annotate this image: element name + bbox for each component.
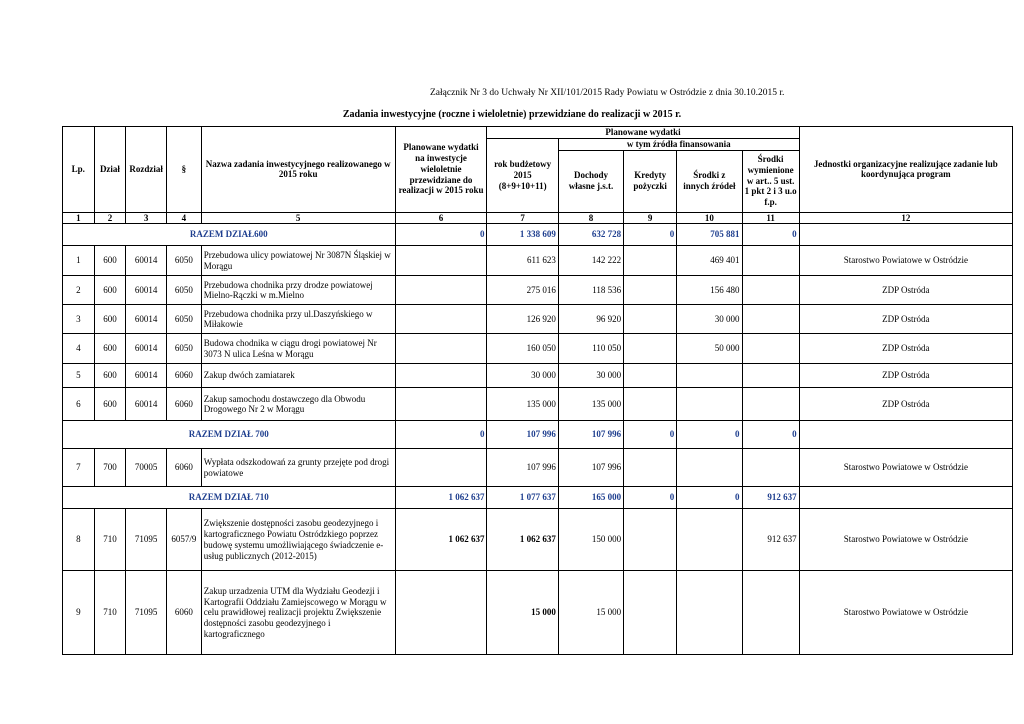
row-c11 xyxy=(742,571,799,655)
sum-c6: 1 062 637 xyxy=(395,487,487,509)
row-c10 xyxy=(677,571,742,655)
colnum: 11 xyxy=(742,212,799,224)
col-paragraf: § xyxy=(167,127,202,213)
row-c8: 15 000 xyxy=(558,571,623,655)
table-row xyxy=(63,388,1013,421)
row-lp: 3 xyxy=(63,305,95,334)
row-c10 xyxy=(677,509,742,571)
colnum: 12 xyxy=(799,212,1012,224)
row-dzial: 710 xyxy=(94,571,126,655)
row-c8: 142 222 xyxy=(558,246,623,276)
colnum: 2 xyxy=(94,212,126,224)
row-rozdzial: 60014 xyxy=(126,364,167,388)
row-c9 xyxy=(624,305,677,334)
row-c6 xyxy=(395,334,487,364)
row-c6 xyxy=(395,305,487,334)
row-c7: 30 000 xyxy=(487,364,558,388)
sum-c6: 0 xyxy=(395,224,487,246)
row-c9 xyxy=(624,364,677,388)
row-c6 xyxy=(395,388,487,421)
table-row xyxy=(63,276,1013,305)
row-c7: 126 920 xyxy=(487,305,558,334)
row-paragraf: 6057/9 xyxy=(167,509,202,571)
row-unit: Starostwo Powiatowe w Ostródzie xyxy=(799,571,1012,655)
row-name: Zakup dwóch zamiatarek xyxy=(201,364,395,388)
sum-c7: 1 077 637 xyxy=(487,487,558,509)
row-c7: 107 996 xyxy=(487,449,558,487)
row-c8: 135 000 xyxy=(558,388,623,421)
row-rozdzial: 60014 xyxy=(126,276,167,305)
row-c11 xyxy=(742,388,799,421)
sum-row-600 xyxy=(63,224,1013,246)
sum-c11: 0 xyxy=(742,421,799,449)
sum-c8: 165 000 xyxy=(558,487,623,509)
investment-table xyxy=(62,126,1013,655)
col-rozdzial: Rozdział xyxy=(126,127,167,213)
row-c7: 1 062 637 xyxy=(487,509,558,571)
col-rok-budzetowy: rok budżetowy 2015 (8+9+10+11) xyxy=(487,138,558,212)
table-row xyxy=(63,334,1013,364)
sum-c7: 107 996 xyxy=(487,421,558,449)
row-c6 xyxy=(395,449,487,487)
table-row xyxy=(63,449,1013,487)
row-c6 xyxy=(395,571,487,655)
row-unit: Starostwo Powiatowe w Ostródzie xyxy=(799,246,1012,276)
row-c11 xyxy=(742,276,799,305)
row-unit: Starostwo Powiatowe w Ostródzie xyxy=(799,509,1012,571)
sum-row-700 xyxy=(63,421,1013,449)
row-unit: ZDP Ostróda xyxy=(799,305,1012,334)
attachment-note: Załącznik Nr 3 do Uchwały Nr XII/101/2015 Rady Powiatu w Ostródzie z dnia 30.10.2015 r. xyxy=(430,88,785,98)
col-dzial: Dział xyxy=(94,127,126,213)
sum-c9: 0 xyxy=(624,487,677,509)
row-lp: 1 xyxy=(63,246,95,276)
row-c8: 30 000 xyxy=(558,364,623,388)
col-nazwa: Nazwa zadania inwestycyjnego realizowanego w 2015 roku xyxy=(201,127,395,213)
sum-c8: 107 996 xyxy=(558,421,623,449)
row-c7: 135 000 xyxy=(487,388,558,421)
row-lp: 8 xyxy=(63,509,95,571)
row-dzial: 600 xyxy=(94,388,126,421)
sum-c6: 0 xyxy=(395,421,487,449)
row-unit: ZDP Ostróda xyxy=(799,388,1012,421)
row-c11 xyxy=(742,246,799,276)
row-c9 xyxy=(624,449,677,487)
sum-empty xyxy=(799,421,1012,449)
row-rozdzial: 70005 xyxy=(126,449,167,487)
row-paragraf: 6060 xyxy=(167,449,202,487)
row-lp: 9 xyxy=(63,571,95,655)
colnum: 10 xyxy=(677,212,742,224)
row-name: Zakup samochodu dostawczego dla Obwodu Drogowego Nr 2 w Morągu xyxy=(201,388,395,421)
col-planowane-wydatki: Planowane wydatki xyxy=(487,127,799,139)
sum-c10: 705 881 xyxy=(677,224,742,246)
sum-c7: 1 338 609 xyxy=(487,224,558,246)
colnum: 6 xyxy=(395,212,487,224)
row-c10: 50 000 xyxy=(677,334,742,364)
row-c8: 150 000 xyxy=(558,509,623,571)
colnum: 8 xyxy=(558,212,623,224)
col-w-tym: w tym źródła finansowania xyxy=(558,138,799,150)
row-unit: ZDP Ostróda xyxy=(799,334,1012,364)
row-c6 xyxy=(395,246,487,276)
row-name: Zakup urzadzenia UTM dla Wydziału Geodezji i Kartografii Oddziału Zamiejscowego w Morągu w celu prawidłowej realizacji projektu Zwiększenie dostępności zasobu geodezyjnego i kartograficznego xyxy=(201,571,395,655)
row-c8: 118 536 xyxy=(558,276,623,305)
colnum: 9 xyxy=(624,212,677,224)
sum-c10: 0 xyxy=(677,487,742,509)
row-c10: 469 401 xyxy=(677,246,742,276)
row-c9 xyxy=(624,334,677,364)
row-dzial: 600 xyxy=(94,334,126,364)
row-dzial: 600 xyxy=(94,246,126,276)
row-c10 xyxy=(677,449,742,487)
document-title: Zadania inwestycyjne (roczne i wieloletnie) przewidziane do realizacji w 2015 r. xyxy=(342,109,682,120)
table-row xyxy=(63,246,1013,276)
row-paragraf: 6050 xyxy=(167,246,202,276)
row-dzial: 600 xyxy=(94,364,126,388)
row-c11 xyxy=(742,334,799,364)
row-unit: Starostwo Powiatowe w Ostródzie xyxy=(799,449,1012,487)
row-c7: 275 016 xyxy=(487,276,558,305)
row-c7: 611 623 xyxy=(487,246,558,276)
row-c8: 107 996 xyxy=(558,449,623,487)
row-paragraf: 6060 xyxy=(167,571,202,655)
row-c9 xyxy=(624,509,677,571)
row-unit: ZDP Ostróda xyxy=(799,276,1012,305)
col-planowane-inwestycje: Planowane wydatki na inwestycje wieloletnie przewidziane do realizacji w 2015 roku xyxy=(395,127,487,213)
row-c9 xyxy=(624,276,677,305)
row-rozdzial: 60014 xyxy=(126,388,167,421)
row-rozdzial: 71095 xyxy=(126,571,167,655)
colnum: 7 xyxy=(487,212,558,224)
row-rozdzial: 60014 xyxy=(126,305,167,334)
table-row xyxy=(63,571,1013,655)
sum-c8: 632 728 xyxy=(558,224,623,246)
row-name: Wypłata odszkodowań za grunty przejęte pod drogi powiatowe xyxy=(201,449,395,487)
col-dochody: Dochody własne j.s.t. xyxy=(558,150,623,212)
sum-label: RAZEM DZIAŁ600 xyxy=(63,224,396,246)
row-paragraf: 6050 xyxy=(167,276,202,305)
row-name: Budowa chodnika w ciągu drogi powiatowej Nr 3073 N ulica Leśna w Morągu xyxy=(201,334,395,364)
colnum: 1 xyxy=(63,212,95,224)
row-dzial: 600 xyxy=(94,276,126,305)
row-lp: 7 xyxy=(63,449,95,487)
row-name: Przebudowa chodnika przy ul.Daszyńskiego w Miłakowie xyxy=(201,305,395,334)
row-rozdzial: 60014 xyxy=(126,246,167,276)
sum-c11: 0 xyxy=(742,224,799,246)
row-c7: 15 000 xyxy=(487,571,558,655)
row-c9 xyxy=(624,571,677,655)
row-c6: 1 062 637 xyxy=(395,509,487,571)
sum-c11: 912 637 xyxy=(742,487,799,509)
row-c8: 110 050 xyxy=(558,334,623,364)
row-c9 xyxy=(624,388,677,421)
row-dzial: 600 xyxy=(94,305,126,334)
row-c11 xyxy=(742,449,799,487)
sum-label: RAZEM DZIAŁ 700 xyxy=(63,421,396,449)
sum-empty xyxy=(799,487,1012,509)
row-lp: 2 xyxy=(63,276,95,305)
row-name: Przebudowa chodnika przy drodze powiatowej Mielno-Rączki w m.Mielno xyxy=(201,276,395,305)
row-paragraf: 6060 xyxy=(167,388,202,421)
sum-c10: 0 xyxy=(677,421,742,449)
row-c11: 912 637 xyxy=(742,509,799,571)
column-number-row xyxy=(63,212,1013,224)
row-name: Przebudowa ulicy powiatowej Nr 3087N Śląskiej w Morągu xyxy=(201,246,395,276)
row-c11 xyxy=(742,305,799,334)
col-kredyty: Kredyty pożyczki xyxy=(624,150,677,212)
col-srodki-wymienione: Środki wymienione w art.. 5 ust. 1 pkt 2 i 3 u.o f.p. xyxy=(742,150,799,212)
table-row xyxy=(63,305,1013,334)
row-c11 xyxy=(742,364,799,388)
row-c6 xyxy=(395,276,487,305)
row-c10: 156 480 xyxy=(677,276,742,305)
row-name: Zwiększenie dostępności zasobu geodezyjnego i kartograficznego Powiatu Ostródzkiego poprzez budowę systemu umożliwiającego świadczenie e-usług publicznych (2012-2015) xyxy=(201,509,395,571)
row-c6 xyxy=(395,364,487,388)
row-c8: 96 920 xyxy=(558,305,623,334)
row-unit: ZDP Ostróda xyxy=(799,364,1012,388)
row-dzial: 700 xyxy=(94,449,126,487)
sum-empty xyxy=(799,224,1012,246)
row-rozdzial: 60014 xyxy=(126,334,167,364)
row-lp: 6 xyxy=(63,388,95,421)
sum-c9: 0 xyxy=(624,421,677,449)
row-c7: 160 050 xyxy=(487,334,558,364)
row-rozdzial: 71095 xyxy=(126,509,167,571)
sum-row-710 xyxy=(63,487,1013,509)
sum-c9: 0 xyxy=(624,224,677,246)
table-row xyxy=(63,364,1013,388)
row-paragraf: 6050 xyxy=(167,305,202,334)
row-c10: 30 000 xyxy=(677,305,742,334)
row-dzial: 710 xyxy=(94,509,126,571)
row-lp: 4 xyxy=(63,334,95,364)
row-paragraf: 6050 xyxy=(167,334,202,364)
row-lp: 5 xyxy=(63,364,95,388)
table-row xyxy=(63,509,1013,571)
row-paragraf: 6060 xyxy=(167,364,202,388)
colnum: 3 xyxy=(126,212,167,224)
row-c10 xyxy=(677,364,742,388)
row-c9 xyxy=(624,246,677,276)
sum-label: RAZEM DZIAŁ 710 xyxy=(63,487,396,509)
colnum: 5 xyxy=(201,212,395,224)
colnum: 4 xyxy=(167,212,202,224)
col-jednostki: Jednostki organizacyjne realizujące zadanie lub koordynująca program xyxy=(799,127,1012,213)
row-c10 xyxy=(677,388,742,421)
col-lp: Lp. xyxy=(63,127,95,213)
col-srodki-innych: Środki z innych źródeł xyxy=(677,150,742,212)
